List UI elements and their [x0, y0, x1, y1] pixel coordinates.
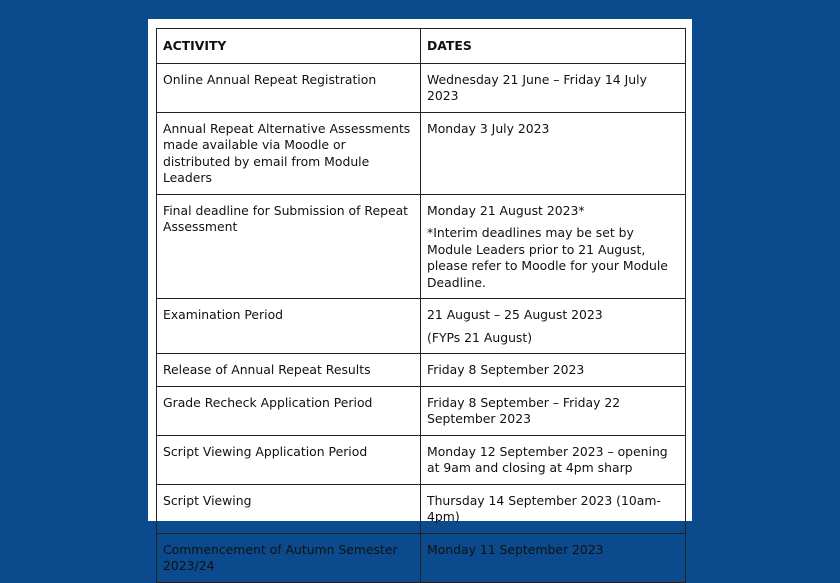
table-row — [157, 435, 686, 484]
table-row — [157, 354, 686, 387]
table-row — [157, 386, 686, 435]
table-row — [157, 63, 686, 112]
table-row — [157, 299, 686, 354]
activity-cell: Script Viewing — [157, 484, 421, 533]
dates-note: (FYPs 21 August) — [427, 329, 533, 345]
dates-text: Monday 3 July 2023 — [427, 120, 550, 136]
activity-cell: Commencement of Autumn Semester 2023/24 — [157, 533, 421, 582]
activity-cell: Annual Repeat Alternative Assessments made available via Moodle or distributed by email from Module Leaders — [157, 112, 421, 194]
dates-cell — [421, 112, 686, 194]
dates-text: Friday 8 September – Friday 22 September 2023 — [427, 394, 621, 426]
dates-text: Monday 12 September 2023 – opening at 9am and closing at 4pm sharp — [427, 443, 668, 475]
dates-text: Thursday 14 September 2023 (10am-4pm) — [427, 492, 661, 524]
dates-cell — [421, 484, 686, 533]
dates-text: Friday 8 September 2023 — [427, 362, 585, 377]
activity-cell: Examination Period — [157, 299, 421, 354]
dates-note: *Interim deadlines may be set by Module Leaders prior to 21 August, please refer to Moodle for your Module Deadline. — [427, 225, 668, 290]
table-row — [157, 484, 686, 533]
dates-cell — [421, 354, 686, 387]
activity-cell: Release of Annual Repeat Results — [157, 354, 421, 387]
dates-text: Monday 11 September 2023 — [427, 541, 604, 557]
dates-cell — [421, 63, 686, 112]
table-row — [157, 194, 686, 299]
dates-cell — [421, 435, 686, 484]
activity-cell: Script Viewing Application Period — [157, 435, 421, 484]
table-row — [157, 533, 686, 582]
dates-cell — [421, 299, 686, 354]
header-activity: ACTIVITY — [157, 29, 421, 64]
dates-text: Monday 21 August 2023* — [427, 202, 585, 218]
dates-cell — [421, 533, 686, 582]
header-dates: DATES — [421, 29, 686, 64]
activity-cell: Final deadline for Submission of Repeat Assessment — [157, 194, 421, 299]
table-row — [157, 112, 686, 194]
table-header-row — [157, 29, 686, 64]
dates-cell — [421, 386, 686, 435]
activity-cell: Online Annual Repeat Registration — [157, 63, 421, 112]
document-page — [148, 19, 692, 573]
activity-cell: Grade Recheck Application Period — [157, 386, 421, 435]
dates-text: Wednesday 21 June – Friday 14 July 2023 — [427, 71, 647, 103]
repeat-schedule-table — [156, 28, 686, 583]
dates-text: 21 August – 25 August 2023 — [427, 307, 603, 322]
dates-cell — [421, 194, 686, 299]
